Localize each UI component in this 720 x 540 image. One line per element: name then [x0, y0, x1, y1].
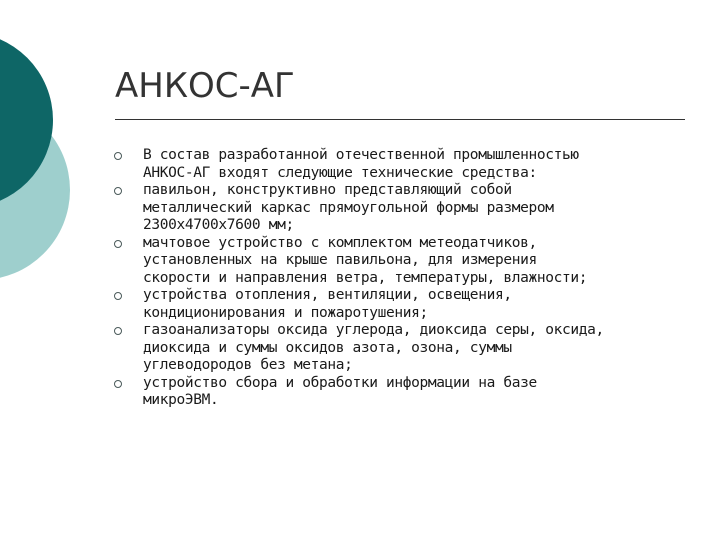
- hollow-circle-bullet-icon: [114, 240, 122, 248]
- slide-title: АНКОС-АГ: [115, 66, 295, 106]
- bullet-item: [112, 287, 687, 322]
- bullet-text: устройство сбора и обработки информации на базе микроЭВМ.: [143, 374, 537, 408]
- bullet-text: В состав разработанной отечественной промышленностью АНКОС-АГ входят следующие технические средства:: [143, 147, 579, 181]
- bullet-item: [112, 322, 687, 375]
- bullet-item: [112, 375, 687, 410]
- bullet-item: [112, 235, 687, 288]
- bullet-text: устройства отопления, вентиляции, освещения, кондиционирования и пожаротушения;: [143, 287, 512, 321]
- hollow-circle-bullet-icon: [114, 152, 122, 160]
- bullet-text: павильон, конструктивно представляющий собой металлический каркас прямоугольной формы размером 2300х4700х7600 мм;: [143, 182, 554, 233]
- hollow-circle-bullet-icon: [114, 292, 122, 300]
- bullet-text: мачтовое устройство с комплектом метеодатчиков, установленных на крыше павильона, для измерения скорости и направления ветра, температуры, влажности;: [143, 234, 588, 286]
- title-divider: [115, 119, 685, 120]
- bullet-text: газоанализаторы оксида углерода, диоксида серы, оксида, диоксида и суммы оксидов азота, озона, суммы углеводородов без метана;: [143, 322, 604, 373]
- decorative-circles: [0, 0, 120, 300]
- hollow-circle-bullet-icon: [114, 380, 122, 388]
- hollow-circle-bullet-icon: [114, 187, 122, 195]
- hollow-circle-bullet-icon: [114, 327, 122, 335]
- bullet-list: [112, 147, 687, 410]
- bullet-item: [112, 182, 687, 235]
- bullet-item: [112, 147, 687, 182]
